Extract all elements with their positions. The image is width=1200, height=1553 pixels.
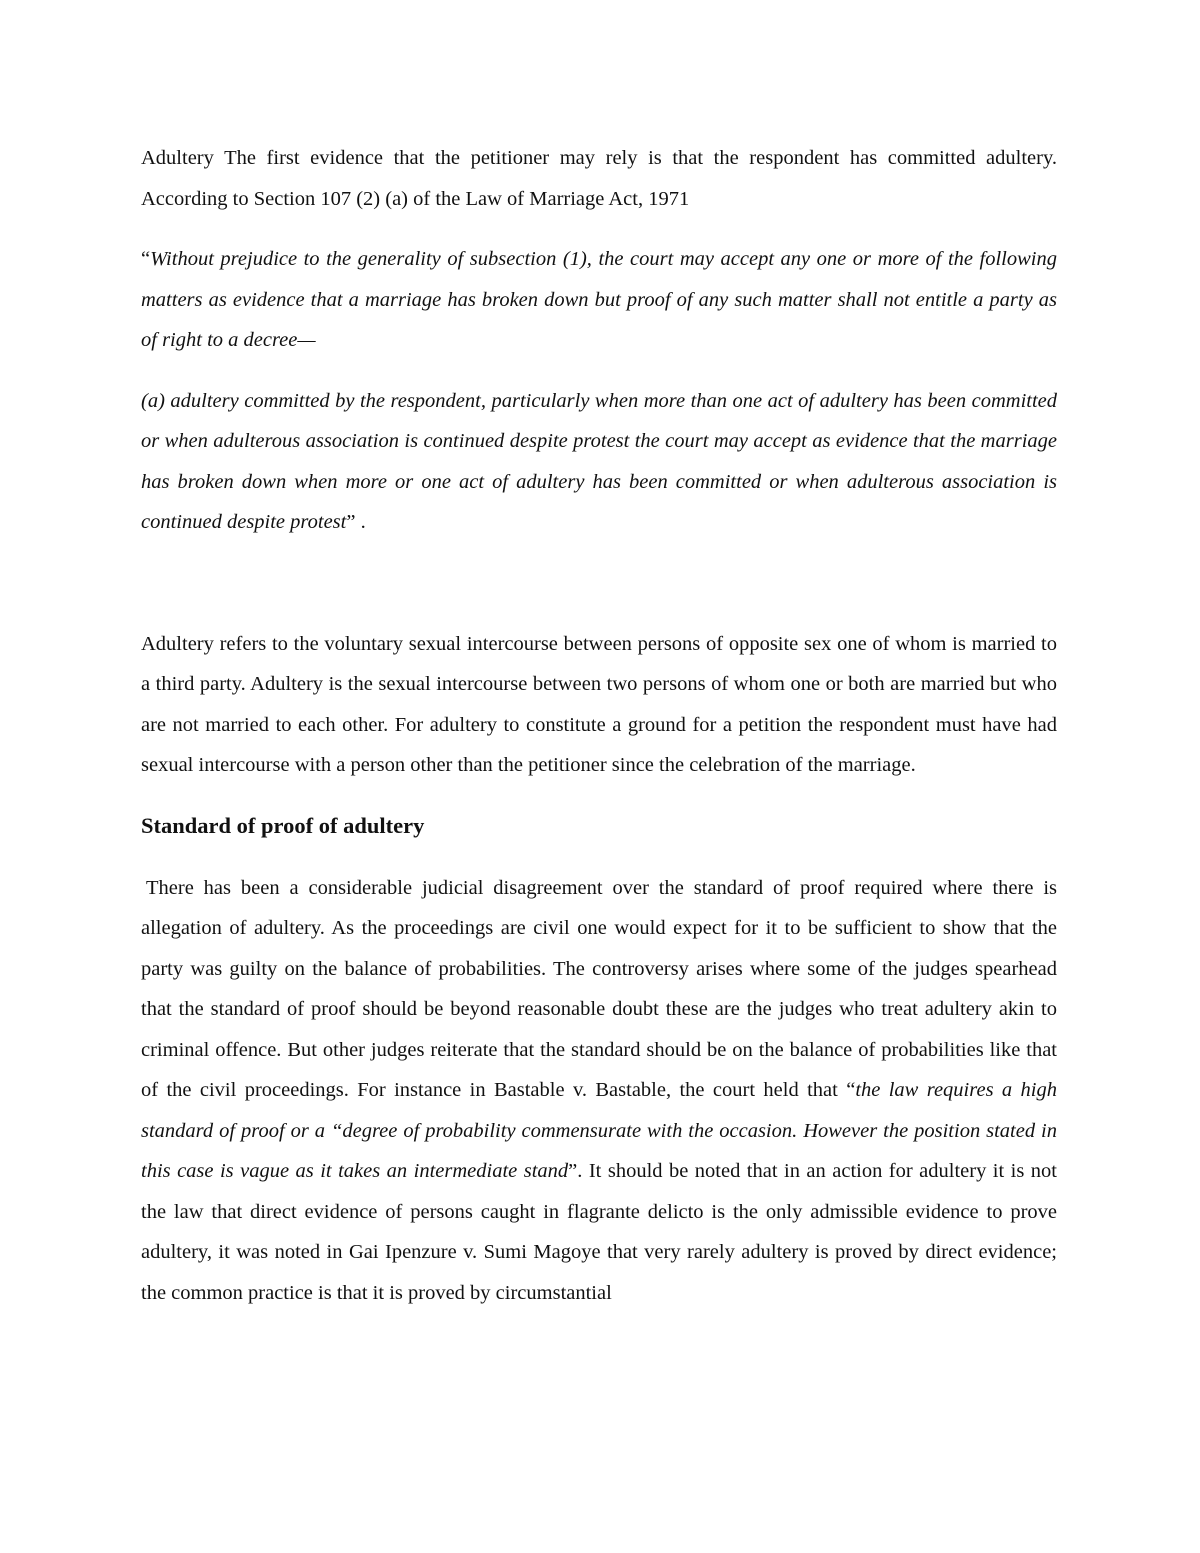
definition-text: Adultery refers to the voluntary sexual intercourse between persons of opposite sex one of whom is married to a third party. Adultery is the sexual intercourse between two persons of whom one or both are married but who are not married to each other. For adultery to constitute a ground for a petition the respondent must have had sexual intercourse with a person other than the petitioner since the celebration of the marriage.: [141, 632, 1057, 776]
quote-open-mark: “: [141, 248, 151, 270]
statute-quote-paragraph-2: [141, 381, 1057, 543]
bastable-quote: the law requires a high standard of proof or a “degree of probability commensurate with the occasion. However the position stated in this case is vague as it takes an intermediate stand: [141, 1079, 1058, 1182]
statute-quote-text-1: Without prejudice to the generality of subsection (1), the court may accept any one or more of the following matters as evidence that a marriage has broken down but proof of any such matter shall not entitle a party as of right to a decree—: [141, 248, 1057, 351]
intro-text: Adultery The first evidence that the petitioner may rely is that the respondent has committed adultery. According to Section 107 (2) (a) of the Law of Marriage Act, 1971: [141, 147, 1057, 210]
section-heading: Standard of proof of adultery: [141, 812, 425, 838]
standard-text-part1: There has been a considerable judicial disagreement over the standard of proof required where there is allegation of adultery. As the proceedings are civil one would expect for it to be sufficient to show that the party was guilty on the balance of probabilities. The controversy arises where some of the judges spearhead that the standard of proof should be beyond reasonable doubt these are the judges who treat adultery akin to criminal offence. But other judges reiterate that the standard should be on the balance of probabilities like that of the civil proceedings. For instance in Bastable v. Bastable, the court held that “: [141, 876, 1057, 1101]
statute-quote-text-2: (a) adultery committed by the respondent, particularly when more than one act of adultery has been committed or when adulterous association is continued despite protest the court may accept as evidence that the marriage has broken down when more or one act of adultery has been committed or when adulterous association is continued despite protest: [141, 389, 1057, 533]
intro-paragraph: [141, 138, 1057, 219]
standard-text-part2: ”. It should be noted that in an action for adultery it is not the law that direct evidence of persons caught in flagrante delicto is the only admissible evidence to prove adultery, it was noted in Gai Ipenzure v. Sumi Magoye that very rarely adultery is proved by direct evidence; the common practice is that it is proved by circumstantial: [141, 1160, 1057, 1304]
standard-of-proof-paragraph: [141, 868, 1057, 1314]
quote-close-mark: ” .: [346, 511, 366, 533]
definition-paragraph: [141, 624, 1057, 786]
statute-quote-paragraph-1: [141, 239, 1057, 361]
document-page: [141, 138, 1057, 1313]
